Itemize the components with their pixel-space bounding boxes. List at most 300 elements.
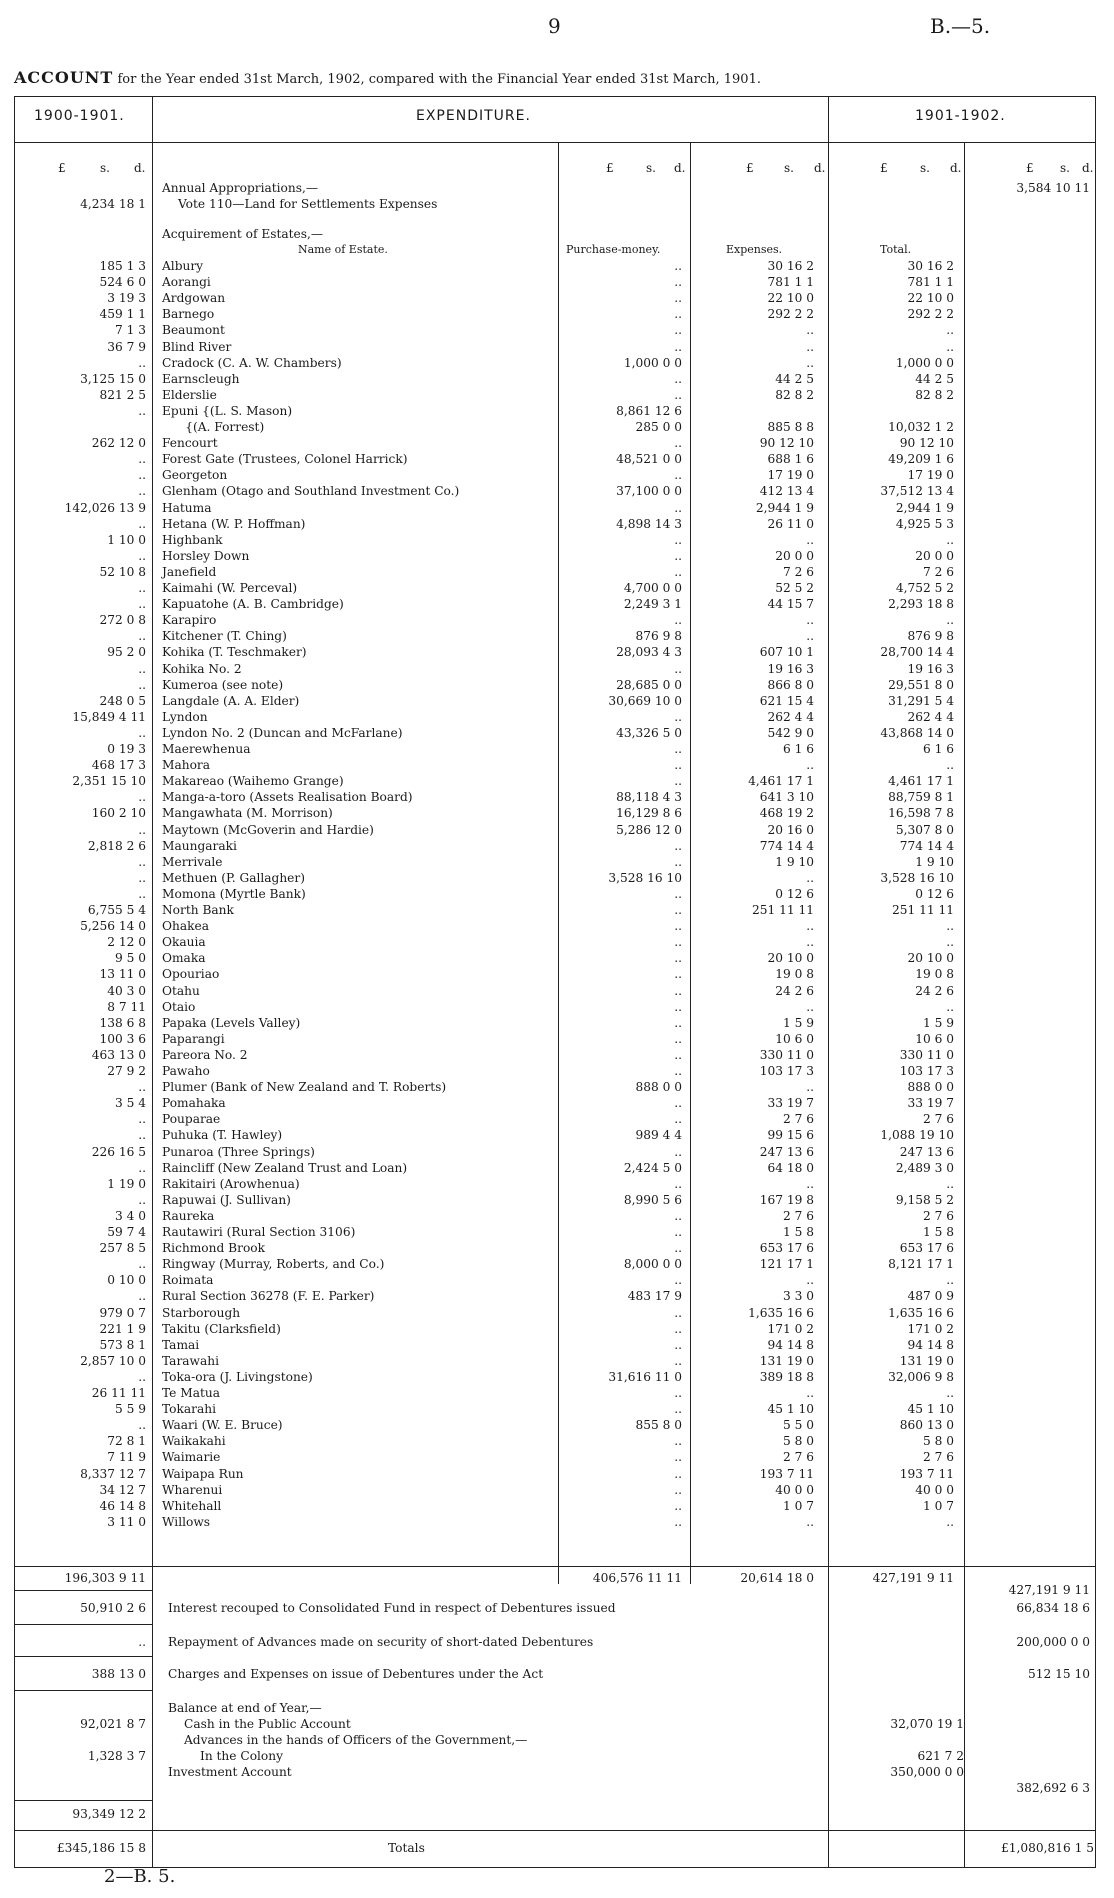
annual-row-label	[14, 180, 1096, 196]
estate-row	[14, 1288, 1096, 1304]
estate-expenses: 2,944 1 9	[755, 500, 814, 515]
estate-purchase: ..	[674, 967, 682, 982]
estate-purchase: ..	[674, 1241, 682, 1256]
estate-expenses: 1,635 16 6	[748, 1305, 814, 1320]
estate-expenses: 781 1 1	[767, 275, 814, 290]
estate-row	[14, 1272, 1096, 1288]
estate-prev: 3,125 15 0	[80, 371, 146, 386]
estate-prev: 2 12 0	[107, 935, 146, 950]
estate-prev: 573 8 1	[99, 1337, 146, 1352]
estate-total: ..	[946, 339, 954, 354]
estate-prev: 463 13 0	[91, 1047, 146, 1062]
estate-purchase: ..	[674, 1047, 682, 1062]
estate-total: 5,307 8 0	[895, 822, 954, 837]
estate-expenses: 40 0 0	[775, 1482, 814, 1497]
estate-row	[14, 322, 1096, 338]
estate-name: Mahora	[162, 758, 211, 773]
estate-row	[14, 258, 1096, 274]
estate-name: Ardgowan	[162, 291, 226, 306]
estate-prev: 26 11 11	[91, 1386, 146, 1400]
estate-total: ..	[946, 613, 954, 628]
estate-name: Maungaraki	[162, 838, 237, 853]
estate-prev: 185 1 3	[99, 259, 146, 273]
estate-name: Lyndon No. 2 (Duncan and McFarlane)	[162, 725, 403, 740]
estate-purchase: ..	[674, 259, 682, 273]
estate-purchase: ..	[674, 935, 682, 950]
estate-row	[14, 1111, 1096, 1127]
estate-row	[14, 983, 1096, 999]
estate-expenses: 1 0 7	[782, 1498, 814, 1513]
estate-total: 6 1 6	[922, 742, 954, 756]
estate-total: 1 0 7	[922, 1498, 954, 1513]
cash-prev: 92,021 8 7	[80, 1717, 146, 1731]
estate-expenses: 26 11 0	[767, 516, 814, 531]
estate-name: Merrivale	[162, 854, 223, 869]
repayment-prev: ..	[138, 1635, 146, 1649]
estate-purchase: 37,100 0 0	[616, 484, 682, 499]
estate-row	[14, 419, 1096, 435]
balance-prev-total-row	[14, 1806, 1096, 1822]
column-head-current-year: 1901-1902.	[915, 108, 1006, 124]
estate-expenses: 33 19 7	[767, 1096, 814, 1111]
estate-purchase: ..	[674, 548, 682, 563]
estate-row	[14, 612, 1096, 628]
estate-purchase: ..	[674, 1273, 682, 1288]
repayment-row	[14, 1634, 1096, 1650]
estate-total: ..	[946, 532, 954, 547]
estate-name: Janefield	[162, 564, 217, 579]
estate-purchase: ..	[674, 1466, 682, 1481]
charges-current: 512 15 10	[1027, 1667, 1090, 1681]
estate-purchase: ..	[674, 1434, 682, 1449]
estate-expenses: 52 5 2	[775, 581, 814, 595]
annual-row-vote	[14, 196, 1096, 212]
estate-prev: ..	[138, 677, 146, 692]
estate-expenses: ..	[806, 999, 814, 1014]
estate-purchase: ..	[674, 1337, 682, 1352]
estate-total: 1,635 16 6	[888, 1305, 954, 1320]
estate-purchase: ..	[674, 886, 682, 901]
estate-purchase: 888 0 0	[635, 1080, 682, 1095]
estate-prev: ..	[138, 516, 146, 531]
estate-expenses: ..	[806, 1080, 814, 1095]
pence-sign: d.	[134, 161, 146, 175]
estate-prev: 0 10 0	[107, 1273, 146, 1288]
estate-prev: 72 8 1	[107, 1434, 146, 1449]
estate-expenses: ..	[806, 323, 814, 338]
estate-name: Hatuma	[162, 500, 212, 515]
page-number: 9	[548, 14, 561, 38]
estate-expenses: 19 0 8	[775, 967, 814, 982]
estate-total: 860 13 0	[899, 1418, 954, 1433]
shilling-sign: s.	[920, 161, 930, 175]
estate-purchase: 30,669 10 0	[608, 693, 682, 708]
estate-expenses: 621 15 4	[759, 693, 814, 708]
estate-expenses: 193 7 11	[759, 1466, 814, 1481]
estate-total: 19 16 3	[907, 661, 954, 676]
estate-expenses: ..	[806, 1176, 814, 1191]
subtotal-current-row	[14, 1582, 1096, 1598]
estate-purchase: 5,286 12 0	[616, 822, 682, 837]
estate-name: Opouriao	[162, 967, 220, 982]
subtotal-total: 427,191 9 11	[872, 1571, 954, 1585]
estate-expenses: ..	[806, 870, 814, 885]
estate-prev: 468 17 3	[91, 758, 146, 773]
estate-purchase: ..	[674, 999, 682, 1014]
estate-prev: ..	[138, 1160, 146, 1175]
estate-prev: 15,849 4 11	[72, 709, 146, 724]
estate-total: 32,006 9 8	[888, 1369, 954, 1384]
estate-total: 37,512 13 4	[880, 484, 954, 499]
estate-expenses: ..	[806, 919, 814, 934]
column-head-expenditure: EXPENDITURE.	[416, 108, 531, 124]
acq-row	[14, 226, 1096, 242]
estate-expenses: 866 8 0	[767, 677, 814, 692]
subtotal-prev: 196,303 9 11	[64, 1571, 146, 1585]
estate-name: Paparangi	[162, 1031, 225, 1046]
estate-prev: ..	[138, 355, 146, 370]
estate-name: Albury	[162, 259, 204, 273]
estate-purchase: ..	[674, 854, 682, 869]
pound-sign: £	[746, 161, 754, 175]
estate-total: 251 11 11	[891, 903, 954, 917]
estate-purchase: ..	[674, 387, 682, 402]
estate-expenses: 45 1 10	[767, 1402, 814, 1417]
estate-total: 3,528 16 10	[880, 870, 954, 885]
estate-total: 292 2 2	[907, 307, 954, 322]
annual-vote: Vote 110—Land for Settlements Expenses	[178, 197, 438, 211]
estate-total: 28,700 14 4	[880, 645, 954, 660]
estate-prev: ..	[138, 403, 146, 418]
estate-purchase: 855 8 0	[635, 1418, 682, 1433]
estate-name: Fencourt	[162, 436, 218, 451]
estate-purchase: ..	[674, 661, 682, 676]
estate-row	[14, 1337, 1096, 1353]
estate-purchase: ..	[674, 1482, 682, 1497]
estate-row	[14, 950, 1096, 966]
totals-label: Totals	[388, 1841, 425, 1855]
estate-total: ..	[946, 1386, 954, 1400]
estate-expenses: ..	[806, 532, 814, 547]
estate-purchase: ..	[674, 951, 682, 966]
estate-expenses: ..	[806, 758, 814, 773]
estate-purchase: ..	[674, 1112, 682, 1127]
estate-expenses: 4,461 17 1	[748, 774, 814, 789]
interest-row	[14, 1600, 1096, 1616]
estate-total: 2,489 3 0	[895, 1160, 954, 1175]
advances-row	[14, 1732, 1096, 1748]
estate-total: ..	[946, 999, 954, 1014]
estate-total: 888 0 0	[907, 1080, 954, 1095]
estate-expenses: 2 7 6	[782, 1208, 814, 1223]
estate-name: Richmond Brook	[162, 1241, 266, 1256]
estate-name: Kapuatohe (A. B. Cambridge)	[162, 597, 344, 612]
cash-row	[14, 1716, 1096, 1732]
estate-row	[14, 725, 1096, 741]
estate-row	[14, 805, 1096, 821]
estate-total: 94 14 8	[907, 1337, 954, 1352]
estate-row	[14, 1514, 1096, 1530]
estate-expenses: 3 3 0	[782, 1289, 814, 1304]
estate-expenses: 94 14 8	[767, 1337, 814, 1352]
estate-expenses: 17 19 0	[767, 468, 814, 483]
estate-name: Waikakahi	[162, 1434, 226, 1449]
page-reference: B.—5.	[930, 14, 991, 38]
estate-name: Glenham (Otago and Southland Investment Co.)	[162, 484, 460, 499]
estate-row	[14, 966, 1096, 982]
investment-current: 350,000 0 0	[890, 1765, 964, 1779]
estate-expenses: 167 19 8	[759, 1192, 814, 1207]
estate-purchase: 88,118 4 3	[616, 790, 682, 805]
title-bold: ACCOUNT	[14, 68, 114, 87]
estate-expenses: ..	[806, 613, 814, 628]
estate-row	[14, 757, 1096, 773]
estate-prev: ..	[138, 725, 146, 740]
estate-expenses: 90 12 10	[759, 436, 814, 451]
acq-subheads	[14, 242, 1096, 258]
advances-label: Advances in the hands of Officers of the Government,—	[184, 1733, 528, 1747]
rule	[14, 1800, 152, 1801]
estate-expenses: 0 12 6	[775, 886, 814, 901]
estate-prev: ..	[138, 452, 146, 467]
pence-sign: d.	[814, 161, 826, 175]
estate-total: 17 19 0	[907, 468, 954, 483]
estate-total: 4,752 5 2	[895, 581, 954, 595]
estate-name: Mangawhata (M. Morrison)	[162, 806, 333, 821]
estate-prev: 5 5 9	[114, 1402, 146, 1417]
currency-row	[14, 160, 1096, 176]
estate-name: Punaroa (Three Springs)	[162, 1144, 315, 1159]
estate-name: Roimata	[162, 1273, 214, 1288]
estate-prev: 34 12 7	[99, 1482, 146, 1497]
estate-purchase: ..	[674, 371, 682, 386]
estate-total: 43,868 14 0	[880, 725, 954, 740]
pence-sign: d.	[1082, 161, 1094, 175]
estate-name: Ohakea	[162, 919, 209, 934]
estate-purchase: 4,700 0 0	[623, 581, 682, 595]
estate-row	[14, 628, 1096, 644]
estate-expenses: 885 8 8	[767, 420, 814, 434]
estate-prev: 821 2 5	[99, 387, 146, 402]
estate-total: 1 9 10	[915, 854, 954, 869]
estate-expenses: 10 6 0	[775, 1031, 814, 1046]
pound-sign: £	[606, 161, 614, 175]
estate-name: Rural Section 36278 (F. E. Parker)	[162, 1289, 375, 1304]
estate-total: 33 19 7	[907, 1096, 954, 1111]
estate-name: Waipapa Run	[162, 1466, 244, 1481]
estate-purchase: 989 4 4	[635, 1128, 682, 1143]
estate-row	[14, 451, 1096, 467]
estate-row	[14, 934, 1096, 950]
estate-row	[14, 709, 1096, 725]
estate-prev: ..	[138, 790, 146, 805]
estate-prev: 2,857 10 0	[80, 1353, 146, 1368]
balance-total: 382,692 6 3	[1016, 1781, 1090, 1795]
estate-prev: ..	[138, 1289, 146, 1304]
estate-row	[14, 274, 1096, 290]
estate-name: Langdale (A. A. Elder)	[162, 693, 300, 708]
estate-row	[14, 661, 1096, 677]
estate-total: 7 2 6	[922, 564, 954, 579]
estate-purchase: ..	[674, 1096, 682, 1111]
estate-row	[14, 838, 1096, 854]
estate-prev: ..	[138, 1257, 146, 1272]
estate-name: Georgeton	[162, 468, 228, 483]
interest-current: 66,834 18 6	[1016, 1601, 1090, 1615]
estate-total: 487 0 9	[907, 1289, 954, 1304]
estate-total: 22 10 0	[907, 291, 954, 306]
estate-row	[14, 1305, 1096, 1321]
estate-purchase: ..	[674, 1144, 682, 1159]
estate-prev: 524 6 0	[99, 275, 146, 290]
estate-total: 45 1 10	[907, 1402, 954, 1417]
estate-purchase: ..	[674, 1498, 682, 1513]
estate-purchase: 876 9 8	[635, 629, 682, 644]
balance-row	[14, 1700, 1096, 1716]
estate-name: Takitu (Clarksfield)	[162, 1321, 281, 1336]
estate-purchase: 483 17 9	[627, 1289, 682, 1304]
estate-total: 774 14 4	[899, 838, 954, 853]
estate-name: Pawaho	[162, 1064, 210, 1078]
estate-name: Otahu	[162, 983, 200, 998]
estate-row	[14, 403, 1096, 419]
estate-prev: ..	[138, 822, 146, 837]
estate-purchase: ..	[674, 838, 682, 853]
estate-expenses: ..	[806, 935, 814, 950]
estate-row	[14, 1498, 1096, 1514]
estate-total: 90 12 10	[899, 436, 954, 451]
estate-expenses: 44 15 7	[767, 597, 814, 612]
subtotal-expenses: 20,614 18 0	[740, 1571, 814, 1585]
estate-prev: 248 0 5	[99, 693, 146, 708]
estate-name: Maytown (McGoverin and Hardie)	[162, 822, 374, 837]
estate-total: 30 16 2	[907, 259, 954, 273]
estate-expenses: ..	[806, 339, 814, 354]
balance-total-row	[14, 1780, 1096, 1796]
estate-prev: 272 0 8	[99, 613, 146, 628]
estate-prev: 40 3 0	[107, 983, 146, 998]
estate-prev: 7 1 3	[114, 323, 146, 338]
estate-name: Te Matua	[162, 1386, 221, 1400]
estate-expenses: 1 5 8	[782, 1225, 814, 1239]
estate-total: 44 2 5	[915, 371, 954, 386]
estate-prev: ..	[138, 886, 146, 901]
estate-purchase: 2,249 3 1	[623, 597, 682, 612]
estate-row	[14, 1369, 1096, 1385]
estate-prev: ..	[138, 870, 146, 885]
estate-total: 10 6 0	[915, 1031, 954, 1046]
estate-total: 1 5 8	[922, 1225, 954, 1239]
estate-name: Kaimahi (W. Perceval)	[162, 581, 298, 595]
estate-expenses: 6 1 6	[782, 742, 814, 756]
estate-purchase: ..	[674, 903, 682, 917]
cash-current: 32,070 19 1	[890, 1717, 964, 1731]
estate-expenses: 30 16 2	[767, 259, 814, 273]
estate-total: 103 17 3	[899, 1064, 954, 1078]
estate-purchase: ..	[674, 532, 682, 547]
estate-prev: 95 2 0	[107, 645, 146, 660]
estate-row	[14, 532, 1096, 548]
estate-name: North Bank	[162, 903, 234, 917]
estate-prev: ..	[138, 548, 146, 563]
estate-row	[14, 1256, 1096, 1272]
estate-expenses: 1 5 9	[782, 1015, 814, 1030]
estate-row	[14, 1144, 1096, 1160]
estate-total: 2 7 6	[922, 1112, 954, 1127]
estate-row	[14, 290, 1096, 306]
estate-prev: ..	[138, 468, 146, 483]
estate-prev: 3 19 3	[107, 291, 146, 306]
estate-purchase: ..	[674, 613, 682, 628]
annual-current: 3,584 10 11	[1016, 181, 1090, 195]
estate-prev: 9 5 0	[114, 951, 146, 966]
colony-current: 621 7 2	[917, 1749, 964, 1763]
estate-row	[14, 1224, 1096, 1240]
estate-purchase: 285 0 0	[635, 420, 682, 434]
estate-expenses: 247 13 6	[759, 1144, 814, 1159]
estate-purchase: ..	[674, 709, 682, 724]
repayment-label: Repayment of Advances made on security of short-dated Debentures	[168, 1635, 594, 1649]
estate-prev: 979 0 7	[99, 1305, 146, 1320]
estate-row	[14, 741, 1096, 757]
estate-expenses: ..	[806, 1386, 814, 1400]
estate-total: 2,293 18 8	[888, 597, 954, 612]
estate-name: Earnscleugh	[162, 371, 240, 386]
estate-name: {(A. Forrest)	[162, 420, 265, 434]
estate-purchase: ..	[674, 1225, 682, 1239]
subtotal-rule	[14, 1566, 1096, 1567]
estate-expenses: 412 13 4	[759, 484, 814, 499]
estate-name: Okauia	[162, 935, 206, 950]
estate-expenses: 2 7 6	[782, 1450, 814, 1465]
estate-name: Manga-a-toro (Assets Realisation Board)	[162, 790, 413, 805]
estate-row	[14, 1079, 1096, 1095]
estate-name: Kitchener (T. Ching)	[162, 629, 287, 644]
estate-name: Omaka	[162, 951, 206, 966]
pence-sign: d.	[950, 161, 962, 175]
estate-expenses: 607 10 1	[759, 645, 814, 660]
estate-row	[14, 435, 1096, 451]
estate-name: Raincliff (New Zealand Trust and Loan)	[162, 1160, 408, 1175]
estate-total: 4,461 17 1	[888, 774, 954, 789]
estate-total: 781 1 1	[907, 275, 954, 290]
estate-expenses: 688 1 6	[767, 452, 814, 467]
estate-purchase: ..	[674, 436, 682, 451]
expenses-head: Expenses.	[726, 243, 783, 256]
estate-total: 2 7 6	[922, 1208, 954, 1223]
estate-prev: ..	[138, 854, 146, 869]
estate-purchase: ..	[674, 1176, 682, 1191]
estate-purchase: ..	[674, 919, 682, 934]
estate-row	[14, 918, 1096, 934]
estate-prev: 138 6 8	[99, 1015, 146, 1030]
estate-purchase: ..	[674, 1353, 682, 1368]
estate-expenses: 774 14 4	[759, 838, 814, 853]
estate-expenses: 64 18 0	[767, 1160, 814, 1175]
totals-current: £1,080,816 1 5	[1000, 1841, 1094, 1855]
estate-row	[14, 548, 1096, 564]
estate-total: 8,121 17 1	[888, 1257, 954, 1272]
estate-name: Plumer (Bank of New Zealand and T. Roberts)	[162, 1080, 447, 1095]
estate-name: Waari (W. E. Bruce)	[162, 1418, 283, 1433]
estate-name: Rapuwai (J. Sullivan)	[162, 1192, 291, 1207]
estate-total: 16,598 7 8	[888, 806, 954, 821]
estate-name-head: Name of Estate.	[298, 243, 388, 256]
purchase-head: Purchase-money.	[566, 243, 661, 256]
estate-total: 2,944 1 9	[895, 500, 954, 515]
estate-name: Waimarie	[162, 1450, 221, 1465]
estate-prev: 8 7 11	[107, 999, 146, 1014]
